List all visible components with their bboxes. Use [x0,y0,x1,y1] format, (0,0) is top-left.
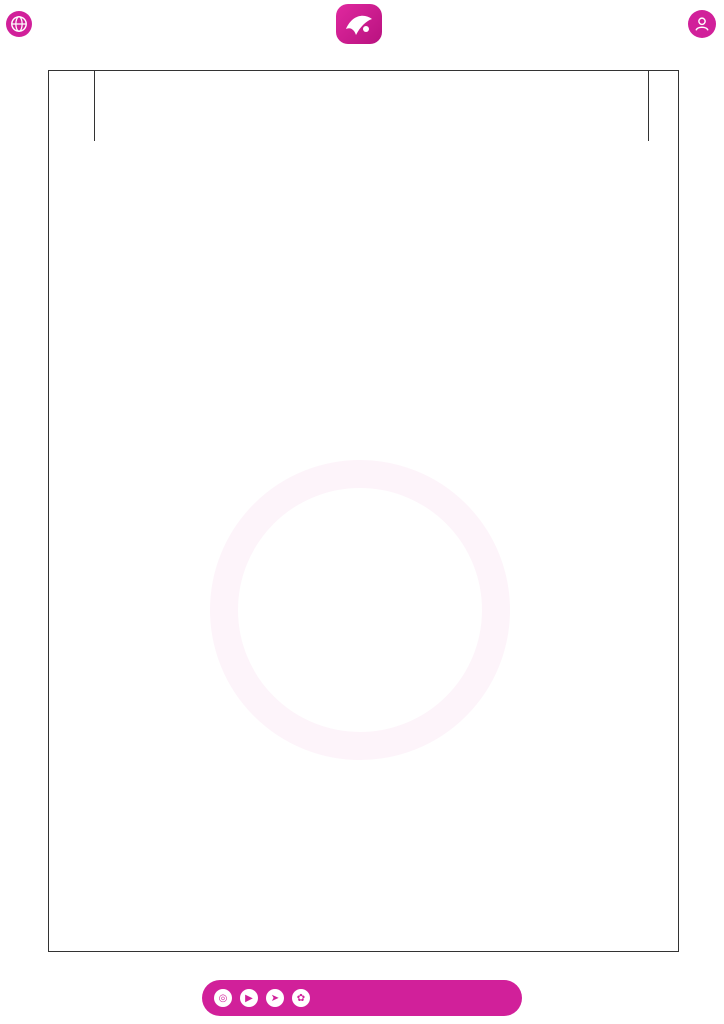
telegram-icon[interactable]: ➤ [266,989,284,1007]
logo-mark-icon [342,9,376,39]
instagram-icon[interactable]: ◎ [214,989,232,1007]
column-header-score [49,71,95,141]
brand-label [680,8,716,40]
brand-logo [336,4,382,44]
question-table [48,70,679,952]
youtube-icon[interactable]: ▶ [240,989,258,1007]
table-header-row [49,71,678,141]
top-bar [0,0,724,48]
globe-icon [6,11,32,37]
sheet-title-block [95,71,648,131]
site-url-link[interactable] [6,9,38,39]
column-header-question [648,71,678,141]
aparat-icon[interactable]: ✿ [292,989,310,1007]
user-icon [688,10,716,38]
footer-social-bar [202,980,522,1016]
